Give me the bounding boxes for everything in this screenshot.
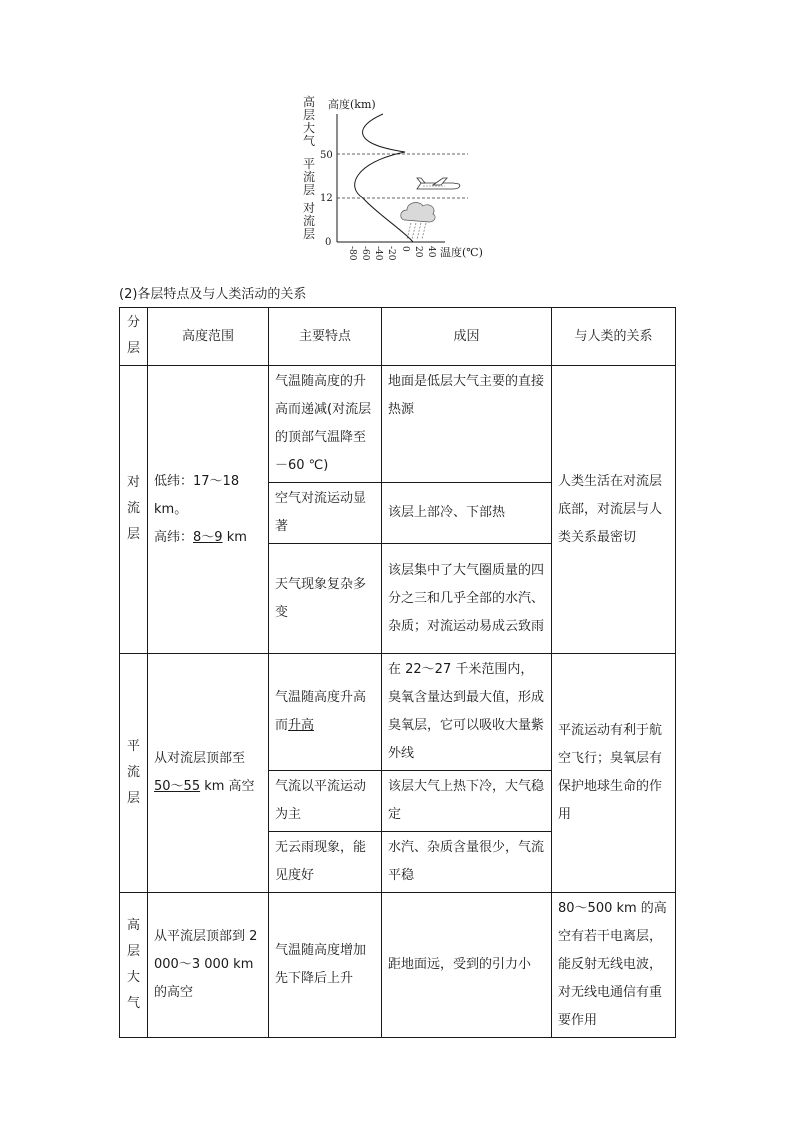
- x-tick-label: -60: [360, 246, 370, 261]
- feature-cell: 气温随高度增加先下降后上升: [269, 893, 382, 1038]
- layer-upper: 高层大气: [120, 893, 148, 1038]
- cause-cell: 该层集中了大气圈质量的四分之三和几乎全部的水汽、杂质；对流运动易成云致雨: [382, 544, 552, 654]
- caption-char: 高: [303, 95, 316, 109]
- x-tick-label: 0: [400, 246, 410, 252]
- header-relation: 与人类的关系: [552, 308, 676, 366]
- cause-cell: 距地面远，受到的引力小: [382, 893, 552, 1038]
- cause-cell: 在 22～27 千米范围内，臭氧含量达到最大值，形成臭氧层，它可以吸收大量紫外线: [382, 654, 552, 771]
- range-troposphere: 低纬：17～18 km。 高纬：8～9 km: [148, 366, 269, 654]
- table-header-row: [120, 308, 676, 366]
- x-tick-label: -80: [347, 246, 357, 261]
- x-tick-label: -20: [386, 246, 396, 261]
- feature-cell: 气流以平流运动为主: [269, 771, 382, 832]
- feature-cell: 空气对流运动显著: [269, 483, 382, 544]
- atmosphere-temperature-figure: [295, 92, 510, 267]
- cause-cell: 地面是低层大气主要的直接热源: [382, 366, 552, 483]
- table-row: [120, 893, 676, 1038]
- layer-troposphere: 对流层: [120, 366, 148, 654]
- header-features: 主要特点: [269, 308, 382, 366]
- range-stratosphere: 从对流层顶部至 50～55 km 高空: [148, 654, 269, 893]
- table-row: [120, 654, 676, 771]
- x-axis-label: 温度(℃): [440, 246, 483, 259]
- layer-caption-vertical: [303, 94, 315, 241]
- feature-cell: 气温随高度的升高而递减(对流层的顶部气温降至－60 ℃): [269, 366, 382, 483]
- x-tick-label: 20: [413, 246, 423, 258]
- feature-cell: 气温随高度升高而升高: [269, 654, 382, 771]
- caption-char: 流: [303, 214, 316, 228]
- caption-char: 气: [303, 134, 316, 148]
- relation-upper: 80～500 km 的高空有若干电离层，能反射无线电波，对无线电通信有重要作用: [552, 893, 676, 1038]
- cause-cell: 该层大气上热下冷，大气稳定: [382, 771, 552, 832]
- temperature-curve: [355, 114, 413, 242]
- caption-char: 对: [303, 201, 316, 215]
- y-tick-12: 12: [320, 193, 333, 204]
- feature-cell: 无云雨现象，能见度好: [269, 832, 382, 893]
- atmosphere-layers-table: [119, 307, 676, 1038]
- y-axis-label: 高度(km): [328, 98, 376, 111]
- section-caption: (2)各层特点及与人类活动的关系: [119, 287, 307, 302]
- caption-char: 层: [303, 183, 316, 197]
- y-tick-0: 0: [325, 237, 332, 248]
- caption-char: 层: [303, 108, 316, 122]
- airplane-icon: [417, 178, 460, 189]
- relation-stratosphere: 平流运动有利于航空飞行；臭氧层有保护地球生命的作用: [552, 654, 676, 893]
- header-layer: 分层: [120, 308, 148, 366]
- table-row: [120, 366, 676, 483]
- cause-cell: 该层上部冷、下部热: [382, 483, 552, 544]
- cause-cell: 水汽、杂质含量很少，气流平稳: [382, 832, 552, 893]
- caption-char: 大: [303, 121, 316, 135]
- range-upper: 从平流层顶部到 2 000～3 000 km 的高空: [148, 893, 269, 1038]
- feature-cell: 天气现象复杂多变: [269, 544, 382, 654]
- layer-stratosphere: 平流层: [120, 654, 148, 893]
- header-range: 高度范围: [148, 308, 269, 366]
- caption-char: 层: [303, 227, 316, 241]
- relation-troposphere: 人类生活在对流层底部，对流层与人类关系最密切: [552, 366, 676, 654]
- y-tick-50: 50: [320, 150, 333, 161]
- x-tick-labels: [347, 246, 436, 261]
- caption-char: 平: [303, 157, 316, 171]
- caption-char: 流: [303, 170, 316, 184]
- rain-cloud-icon: [401, 203, 435, 239]
- x-tick-label: -40: [373, 246, 383, 261]
- x-tick-label: 40: [426, 246, 436, 258]
- header-cause: 成因: [382, 308, 552, 366]
